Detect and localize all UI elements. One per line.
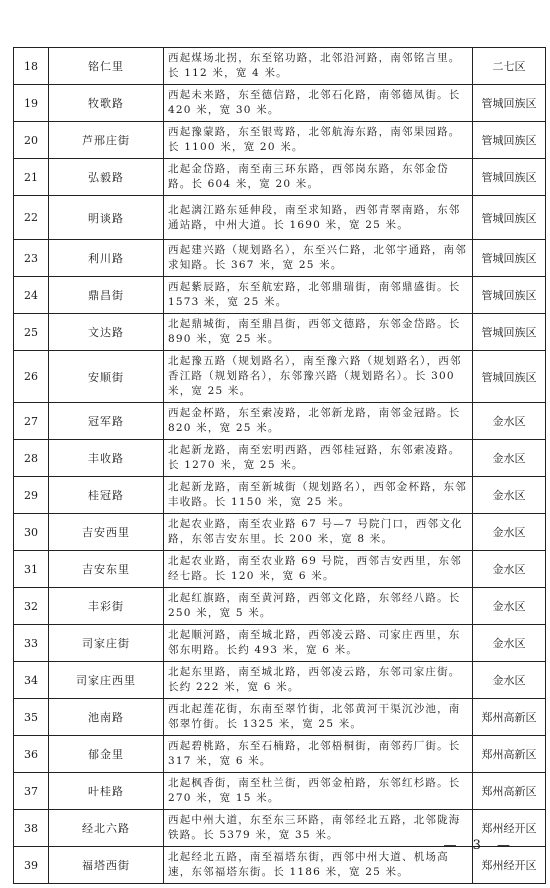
district-name: 金水区 xyxy=(473,403,546,440)
road-name: 利川路 xyxy=(49,240,164,277)
row-number: 36 xyxy=(14,736,49,773)
row-number: 22 xyxy=(14,196,49,240)
road-name: 冠军路 xyxy=(49,403,164,440)
road-description: 北起新龙路，南至宏明西路，西邻桂冠路，东邻索凌路。长 1270 米，宽 25 米。 xyxy=(164,440,473,477)
table-row xyxy=(14,277,546,314)
table-row xyxy=(14,85,546,122)
road-name: 吉安东里 xyxy=(49,551,164,588)
district-name: 金水区 xyxy=(473,514,546,551)
district-name: 管城回族区 xyxy=(473,196,546,240)
row-number: 23 xyxy=(14,240,49,277)
road-naming-table xyxy=(13,47,546,884)
table-row xyxy=(14,514,546,551)
road-name: 丰收路 xyxy=(49,440,164,477)
road-name: 郁金里 xyxy=(49,736,164,773)
table-row xyxy=(14,240,546,277)
road-description: 北起金岱路，南至南三环东路，西邻岗东路，东邻金岱路。长 604 米，宽 20 米。 xyxy=(164,159,473,196)
road-description: 北起新龙路，南至新城街（规划路名），西邻金杯路，东邻丰收路。长 1150 米，宽 25 米。 xyxy=(164,477,473,514)
district-name: 管城回族区 xyxy=(473,314,546,351)
road-name: 福塔西街 xyxy=(49,847,164,884)
table-row xyxy=(14,314,546,351)
row-number: 31 xyxy=(14,551,49,588)
district-name: 管城回族区 xyxy=(473,240,546,277)
table-row xyxy=(14,196,546,240)
road-description: 西起碧桃路，东至石楠路，北邻梧桐街，南邻药厂街。长 317 米，宽 6 米。 xyxy=(164,736,473,773)
road-description: 北起东里路，南至城北路，西邻凌云路，东邻司家庄街。长约 222 米，宽 6 米。 xyxy=(164,662,473,699)
road-name: 司家庄西里 xyxy=(49,662,164,699)
district-name: 金水区 xyxy=(473,440,546,477)
row-number: 30 xyxy=(14,514,49,551)
row-number: 38 xyxy=(14,810,49,847)
road-description: 北起经北五路，南至福塔东街，西邻中州大道、机场高速，东邻福塔东街。长 1186 米，宽 25 米。 xyxy=(164,847,473,884)
district-name: 郑州经开区 xyxy=(473,847,546,884)
district-name: 郑州经开区 xyxy=(473,810,546,847)
road-name: 铭仁里 xyxy=(49,48,164,85)
road-description: 北起豫五路（规划路名），南至豫六路（规划路名），西邻香江路（规划路名），东邻豫兴路（规划路名）。长 300 米，宽 25 米。 xyxy=(164,351,473,403)
road-description: 西起中州大道，东至东三环路，南邻经北五路，北邻陇海铁路。长 5379 米，宽 35 米。 xyxy=(164,810,473,847)
district-name: 郑州高新区 xyxy=(473,699,546,736)
row-number: 32 xyxy=(14,588,49,625)
district-name: 金水区 xyxy=(473,477,546,514)
row-number: 24 xyxy=(14,277,49,314)
row-number: 19 xyxy=(14,85,49,122)
district-name: 管城回族区 xyxy=(473,159,546,196)
road-name: 弘毅路 xyxy=(49,159,164,196)
table-row xyxy=(14,159,546,196)
row-number: 29 xyxy=(14,477,49,514)
page-number: — 3 — xyxy=(443,838,516,853)
district-name: 二七区 xyxy=(473,48,546,85)
table-row xyxy=(14,122,546,159)
row-number: 25 xyxy=(14,314,49,351)
table-row xyxy=(14,403,546,440)
table-row xyxy=(14,736,546,773)
district-name: 管城回族区 xyxy=(473,85,546,122)
district-name: 管城回族区 xyxy=(473,122,546,159)
road-name: 明谈路 xyxy=(49,196,164,240)
table-row xyxy=(14,440,546,477)
district-name: 金水区 xyxy=(473,588,546,625)
district-name: 金水区 xyxy=(473,551,546,588)
row-number: 20 xyxy=(14,122,49,159)
road-name: 芦邢庄街 xyxy=(49,122,164,159)
district-name: 金水区 xyxy=(473,662,546,699)
road-name: 丰彩街 xyxy=(49,588,164,625)
road-description: 西起建兴路（规划路名），东至兴仁路，北邻宇通路，南邻求知路。长 367 米，宽 25 米。 xyxy=(164,240,473,277)
road-description: 西北起莲花街，东南至翠竹街，北邻黄河干渠沉沙池，南邻翠竹街。长 1325 米，宽 25 米。 xyxy=(164,699,473,736)
road-description: 北起红旗路，南至黄河路，西邻文化路，东邻经八路。长 250 米，宽 5 米。 xyxy=(164,588,473,625)
row-number: 37 xyxy=(14,773,49,810)
road-description: 西起金杯路，东至索凌路，北邻新龙路，南邻金冠路。长 820 米，宽 25 米。 xyxy=(164,403,473,440)
road-description: 北起顺河路，南至城北路，西邻凌云路、司家庄西里，东邻东明路。长约 493 米，宽 6 米。 xyxy=(164,625,473,662)
road-name: 桂冠路 xyxy=(49,477,164,514)
road-name: 吉安西里 xyxy=(49,514,164,551)
district-name: 管城回族区 xyxy=(473,277,546,314)
road-name: 鼎昌街 xyxy=(49,277,164,314)
road-description: 西起煤场北拐，东至铭功路，北邻沿河路，南邻铭言里。长 112 米，宽 4 米。 xyxy=(164,48,473,85)
row-number: 26 xyxy=(14,351,49,403)
table-row xyxy=(14,477,546,514)
table-row xyxy=(14,48,546,85)
table-row xyxy=(14,351,546,403)
road-description: 西起紫辰路，东至航宏路，北邻鼎瑞街，南邻鼎盛街。长 1573 米，宽 25 米。 xyxy=(164,277,473,314)
road-name: 池南路 xyxy=(49,699,164,736)
row-number: 18 xyxy=(14,48,49,85)
table-row xyxy=(14,699,546,736)
road-description: 北起农业路，南至农业路 67 号—7 号院门口，西邻文化路，东邻吉安东里。长 200 米，宽 8 米。 xyxy=(164,514,473,551)
road-name: 安顺街 xyxy=(49,351,164,403)
table-row xyxy=(14,551,546,588)
table-row xyxy=(14,625,546,662)
road-description: 北起漓江路东延伸段，南至求知路，西邻青翠南路，东邻通站路，中州大道。长 1690 米，宽 25 米。 xyxy=(164,196,473,240)
district-name: 金水区 xyxy=(473,625,546,662)
road-name: 牧歌路 xyxy=(49,85,164,122)
road-name: 经北六路 xyxy=(49,810,164,847)
road-description: 北起农业路，南至农业路 69 号院，西邻吉安西里，东邻经七路。长 120 米，宽 6 米。 xyxy=(164,551,473,588)
row-number: 33 xyxy=(14,625,49,662)
table-row xyxy=(14,588,546,625)
road-name: 司家庄街 xyxy=(49,625,164,662)
road-description: 北起鼎城街，南至鼎昌街，西邻文德路，东邻金岱路。长 890 米，宽 25 米。 xyxy=(164,314,473,351)
row-number: 21 xyxy=(14,159,49,196)
row-number: 35 xyxy=(14,699,49,736)
row-number: 27 xyxy=(14,403,49,440)
district-name: 郑州高新区 xyxy=(473,773,546,810)
row-number: 28 xyxy=(14,440,49,477)
table-row xyxy=(14,773,546,810)
district-name: 管城回族区 xyxy=(473,351,546,403)
road-description: 北起枫香街，南至杜兰街，西邻金柏路，东邻红杉路。长 270 米，宽 15 米。 xyxy=(164,773,473,810)
road-name: 文达路 xyxy=(49,314,164,351)
district-name: 郑州高新区 xyxy=(473,736,546,773)
row-number: 39 xyxy=(14,847,49,884)
row-number: 34 xyxy=(14,662,49,699)
road-description: 西起豫蒙路，东至银莺路，北邻航海东路，南邻果园路。长 1100 米，宽 20 米。 xyxy=(164,122,473,159)
table-body xyxy=(14,48,546,884)
road-name: 叶桂路 xyxy=(49,773,164,810)
road-description: 西起未来路，东至德信路，北邻石化路，南邻德凤街。长 420 米，宽 30 米。 xyxy=(164,85,473,122)
table-row xyxy=(14,662,546,699)
